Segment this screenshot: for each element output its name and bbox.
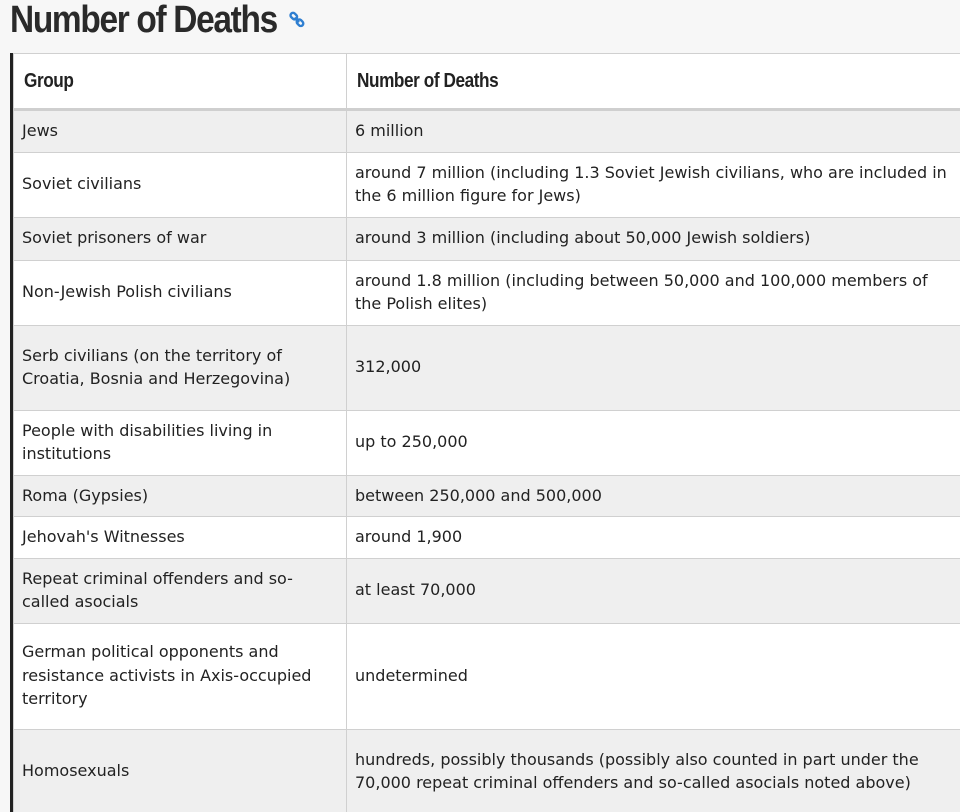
deaths-cell: at least 70,000 [347, 558, 960, 623]
column-header-label: Number of Deaths [357, 69, 499, 92]
chain-link-icon [287, 10, 307, 30]
group-cell: People with disabilities living in institutions [14, 410, 347, 475]
table-row [14, 410, 960, 475]
group-cell: Soviet prisoners of war [14, 217, 347, 260]
section-heading [10, 0, 313, 40]
deaths-table-container [10, 53, 960, 812]
deaths-cell: up to 250,000 [347, 410, 960, 475]
deaths-cell: around 1,900 [347, 517, 960, 559]
deaths-cell: around 3 million (including about 50,000 Jewish soldiers) [347, 217, 960, 260]
group-cell: Soviet civilians [14, 152, 347, 217]
table-row [14, 475, 960, 517]
deaths-cell: 6 million [347, 110, 960, 153]
table-row [14, 325, 960, 410]
deaths-cell: around 7 million (including 1.3 Soviet Jewish civilians, who are included in the 6 million figure for Jews) [347, 152, 960, 217]
column-header-deaths [347, 54, 960, 110]
deaths-cell: undetermined [347, 623, 960, 729]
column-header-group [14, 54, 347, 110]
column-header-label: Group [24, 69, 74, 92]
group-cell: Roma (Gypsies) [14, 475, 347, 517]
table-row [14, 558, 960, 623]
deaths-cell: hundreds, possibly thousands (possibly also counted in part under the 70,000 repeat criminal offenders and so-called asocials noted above) [347, 729, 960, 812]
group-cell: Serb civilians (on the territory of Croatia, Bosnia and Herzegovina) [14, 325, 347, 410]
deaths-table [13, 53, 960, 812]
link-icon[interactable] [287, 10, 307, 30]
deaths-cell: between 250,000 and 500,000 [347, 475, 960, 517]
group-cell: Homosexuals [14, 729, 347, 812]
deaths-cell: 312,000 [347, 325, 960, 410]
table-row [14, 623, 960, 729]
group-cell: German political opponents and resistance activists in Axis-occupied territory [14, 623, 347, 729]
deaths-cell: around 1.8 million (including between 50,000 and 100,000 members of the Polish elites) [347, 260, 960, 325]
table-row [14, 217, 960, 260]
group-cell: Jews [14, 110, 347, 153]
table-row [14, 517, 960, 559]
table-row [14, 110, 960, 153]
page-title: Number of Deaths [10, 0, 277, 41]
table-row [14, 152, 960, 217]
group-cell: Non-Jewish Polish civilians [14, 260, 347, 325]
table-row [14, 260, 960, 325]
table-header-row [14, 54, 960, 110]
group-cell: Jehovah's Witnesses [14, 517, 347, 559]
table-row [14, 729, 960, 812]
group-cell: Repeat criminal offenders and so-called asocials [14, 558, 347, 623]
